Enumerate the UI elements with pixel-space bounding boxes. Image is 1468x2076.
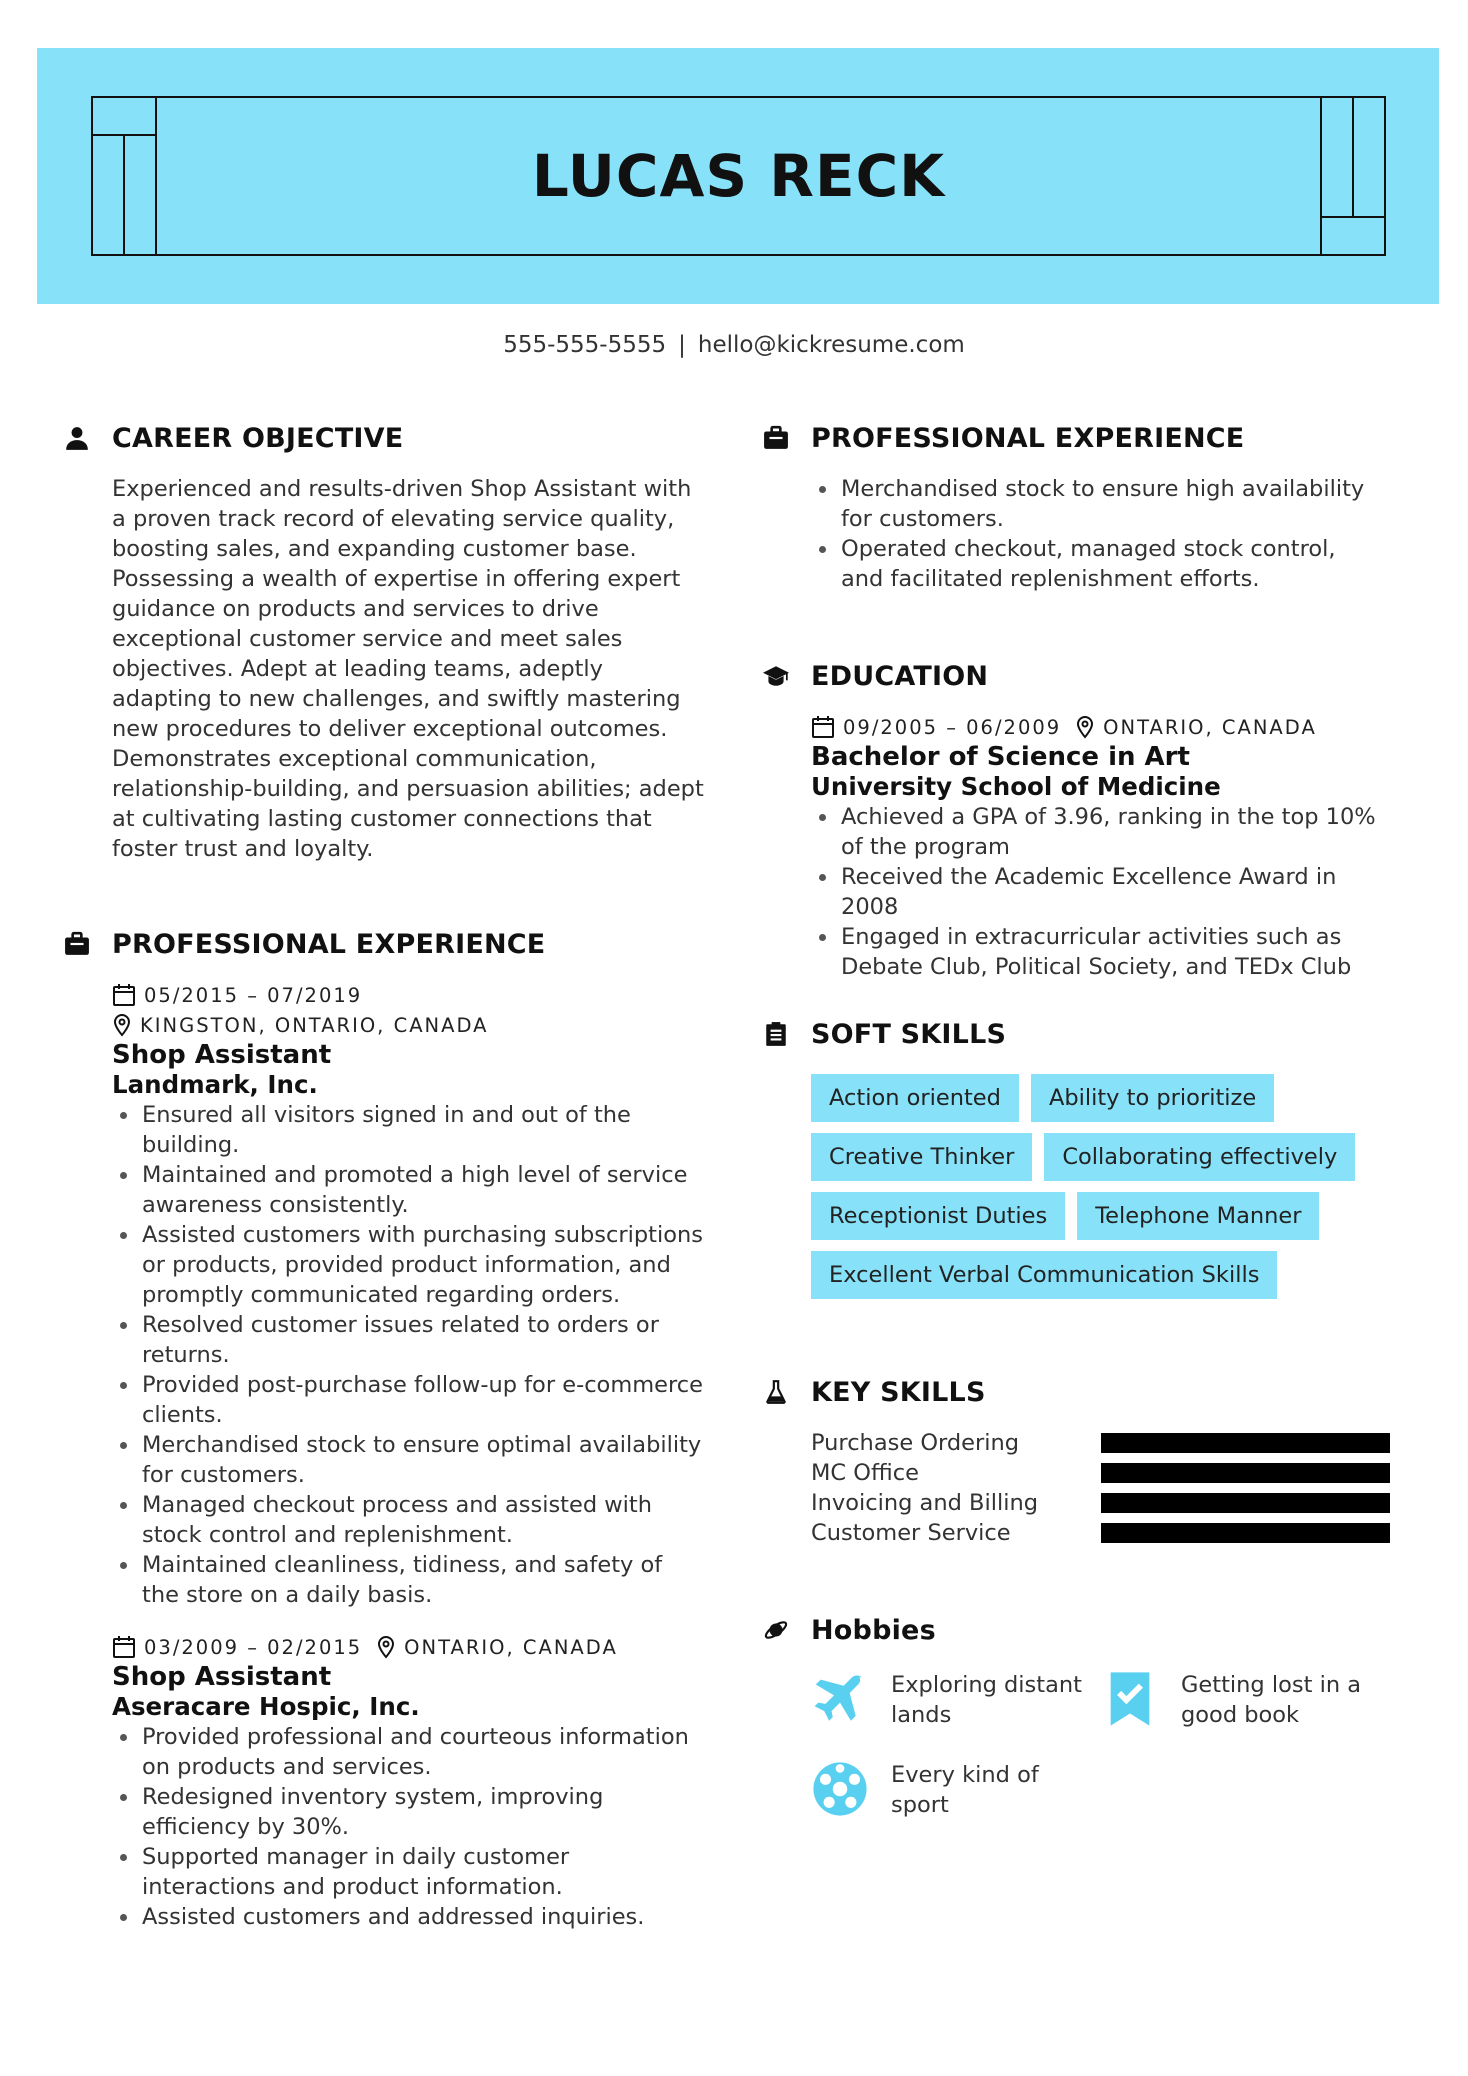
- job-dates: [112, 980, 712, 1010]
- location-text: ONTARIO, CANADA: [1103, 715, 1317, 739]
- section-title: PROFESSIONAL EXPERIENCE: [112, 928, 546, 960]
- skill-tag: Telephone Manner: [1077, 1192, 1319, 1240]
- hobby-item: [1101, 1670, 1381, 1734]
- skill-tag: Receptionist Duties: [811, 1192, 1065, 1240]
- list-item: Maintained and promoted a high level of service awareness consistently.: [112, 1160, 704, 1220]
- header-band: [37, 48, 1439, 304]
- hobby-label: Exploring distant lands: [891, 1672, 1082, 1728]
- calendar-icon: [112, 983, 136, 1007]
- job-company: Landmark, Inc.: [112, 1070, 318, 1099]
- section-title: CAREER OBJECTIVE: [112, 422, 404, 454]
- calendar-icon: [112, 1635, 136, 1659]
- skill-level-bar: [1101, 1493, 1390, 1513]
- experience-section-left: [64, 924, 704, 1932]
- candidate-name: LUCAS RECK: [531, 142, 946, 210]
- education-bullets: [811, 802, 1391, 982]
- date-range: 09/2005 – 06/2009: [843, 715, 1062, 739]
- school-name: University School of Medicine: [811, 772, 1221, 801]
- location-pin-icon: [1075, 715, 1095, 739]
- job-dates: [112, 1632, 712, 1662]
- calendar-icon: [811, 715, 835, 739]
- skill-row: [811, 1488, 1403, 1518]
- location-pin-icon: [376, 1635, 396, 1659]
- airplane-icon: [811, 1670, 891, 1734]
- section-title: KEY SKILLS: [811, 1376, 986, 1408]
- list-item: Redesigned inventory system, improving efficiency by 30%.: [112, 1782, 704, 1842]
- skill-level-bar: [1101, 1523, 1390, 1543]
- list-item: Operated checkout, managed stock control, and facilitated replenishment efforts.: [811, 534, 1381, 594]
- skill-row: [811, 1458, 1403, 1488]
- clipboard-list-icon: [763, 1014, 811, 1054]
- list-item: Managed checkout process and assisted with stock control and replenishment.: [112, 1490, 704, 1550]
- contact-separator: |: [678, 332, 686, 358]
- email-address[interactable]: hello@kickresume.com: [697, 332, 965, 358]
- job-company: Aseracare Hospic, Inc.: [112, 1692, 420, 1721]
- list-item: Maintained cleanliness, tidiness, and safety of the store on a daily basis.: [112, 1550, 704, 1610]
- list-item: Ensured all visitors signed in and out of the building.: [112, 1100, 704, 1160]
- hobbies-section: [763, 1610, 1403, 1930]
- job-role: Shop Assistant: [112, 1662, 332, 1692]
- experience-section-right: [763, 418, 1403, 594]
- location-pin-icon: [112, 1013, 132, 1037]
- job-bullets: [112, 1100, 704, 1610]
- skill-name: Invoicing and Billing: [811, 1490, 1039, 1516]
- career-objective-section: [64, 418, 704, 864]
- bookmark-check-icon: [1101, 1670, 1181, 1734]
- job-entry: [112, 980, 712, 1610]
- date-range: 03/2009 – 02/2015: [144, 1635, 363, 1659]
- degree-title: Bachelor of Science in Art: [811, 742, 1190, 772]
- skill-tag: Collaborating effectively: [1044, 1133, 1355, 1181]
- skill-level-bar: [1101, 1463, 1390, 1483]
- education-dates: [811, 712, 1391, 742]
- job-entry: [112, 1632, 712, 1932]
- job-role: Shop Assistant: [112, 1040, 332, 1070]
- section-title: EDUCATION: [811, 660, 989, 692]
- list-item: Assisted customers with purchasing subscriptions or products, provided product information, and promptly communicated regarding orders.: [112, 1220, 704, 1310]
- flask-icon: [763, 1372, 811, 1412]
- skill-tag: Ability to prioritize: [1031, 1074, 1274, 1122]
- section-title: PROFESSIONAL EXPERIENCE: [811, 422, 1245, 454]
- skill-tag: Creative Thinker: [811, 1133, 1032, 1181]
- skill-name: Purchase Ordering: [811, 1430, 1020, 1456]
- contact-line: [0, 332, 1468, 358]
- phone-number[interactable]: 555-555-5555: [503, 332, 667, 358]
- section-title: Hobbies: [811, 1614, 936, 1646]
- job-bullets: [112, 1722, 704, 1932]
- date-range: 05/2015 – 07/2019: [144, 983, 363, 1007]
- list-item: Received the Academic Excellence Award in 2008: [811, 862, 1391, 922]
- list-item: Merchandised stock to ensure optimal availability for customers.: [112, 1430, 704, 1490]
- skill-name: MC Office: [811, 1460, 919, 1486]
- user-icon: [64, 418, 112, 458]
- list-item: Resolved customer issues related to orders or returns.: [112, 1310, 704, 1370]
- list-item: Provided post-purchase follow-up for e-commerce clients.: [112, 1370, 704, 1430]
- graduation-cap-icon: [763, 656, 811, 696]
- skill-tag: Action oriented: [811, 1074, 1019, 1122]
- location-text: KINGSTON, ONTARIO, CANADA: [140, 1013, 489, 1037]
- list-item: Merchandised stock to ensure high availability for customers.: [811, 474, 1381, 534]
- education-section: [763, 656, 1403, 982]
- hobby-label: Getting lost in a good book: [1181, 1672, 1362, 1728]
- name-frame: [91, 96, 1386, 256]
- objective-text: Experienced and results-driven Shop Assistant with a proven track record of elevating service quality, boosting sales, and expanding customer base. Possessing a wealth of expertise in offering expert guidance on products and services to drive exceptional customer service and meet sales objectives. Adept at leading teams, adeptly adapting to new challenges, and swiftly mastering new procedures to deliver exceptional outcomes. Demonstrates exceptional communication, relationship-building, and persuasion abilities; adept at cultivating lasting customer connections that foster trust and loyalty.: [112, 476, 704, 862]
- list-item: Engaged in extracurricular activities such as Debate Club, Political Society, and TEDx Club: [811, 922, 1391, 982]
- list-item: Achieved a GPA of 3.96, ranking in the top 10% of the program: [811, 802, 1391, 862]
- soft-skill-tags: [811, 1074, 1371, 1310]
- briefcase-icon: [64, 924, 112, 964]
- skill-level-bar: [1101, 1433, 1390, 1453]
- hobby-list: [811, 1670, 1403, 1930]
- hobby-label: Every kind of sport: [891, 1762, 1039, 1818]
- soccer-ball-icon: [811, 1760, 891, 1824]
- skill-row: [811, 1518, 1403, 1548]
- skill-name: Customer Service: [811, 1520, 1011, 1546]
- planet-icon: [763, 1610, 811, 1650]
- key-skill-list: [763, 1428, 1403, 1548]
- job-bullets: [811, 474, 1381, 594]
- section-title: SOFT SKILLS: [811, 1018, 1007, 1050]
- location-text: ONTARIO, CANADA: [404, 1635, 618, 1659]
- list-item: Provided professional and courteous information on products and services.: [112, 1722, 704, 1782]
- hobby-item: [811, 1670, 1091, 1734]
- list-item: Supported manager in daily customer interactions and product information.: [112, 1842, 704, 1902]
- list-item: Assisted customers and addressed inquiries.: [112, 1902, 704, 1932]
- education-entry: [811, 712, 1391, 982]
- hobby-item: [811, 1760, 1091, 1824]
- job-location: [112, 1010, 712, 1040]
- skill-row: [811, 1428, 1403, 1458]
- briefcase-icon: [763, 418, 811, 458]
- soft-skills-section: [763, 1014, 1403, 1310]
- key-skills-section: [763, 1372, 1403, 1548]
- skill-tag: Excellent Verbal Communication Skills: [811, 1251, 1277, 1299]
